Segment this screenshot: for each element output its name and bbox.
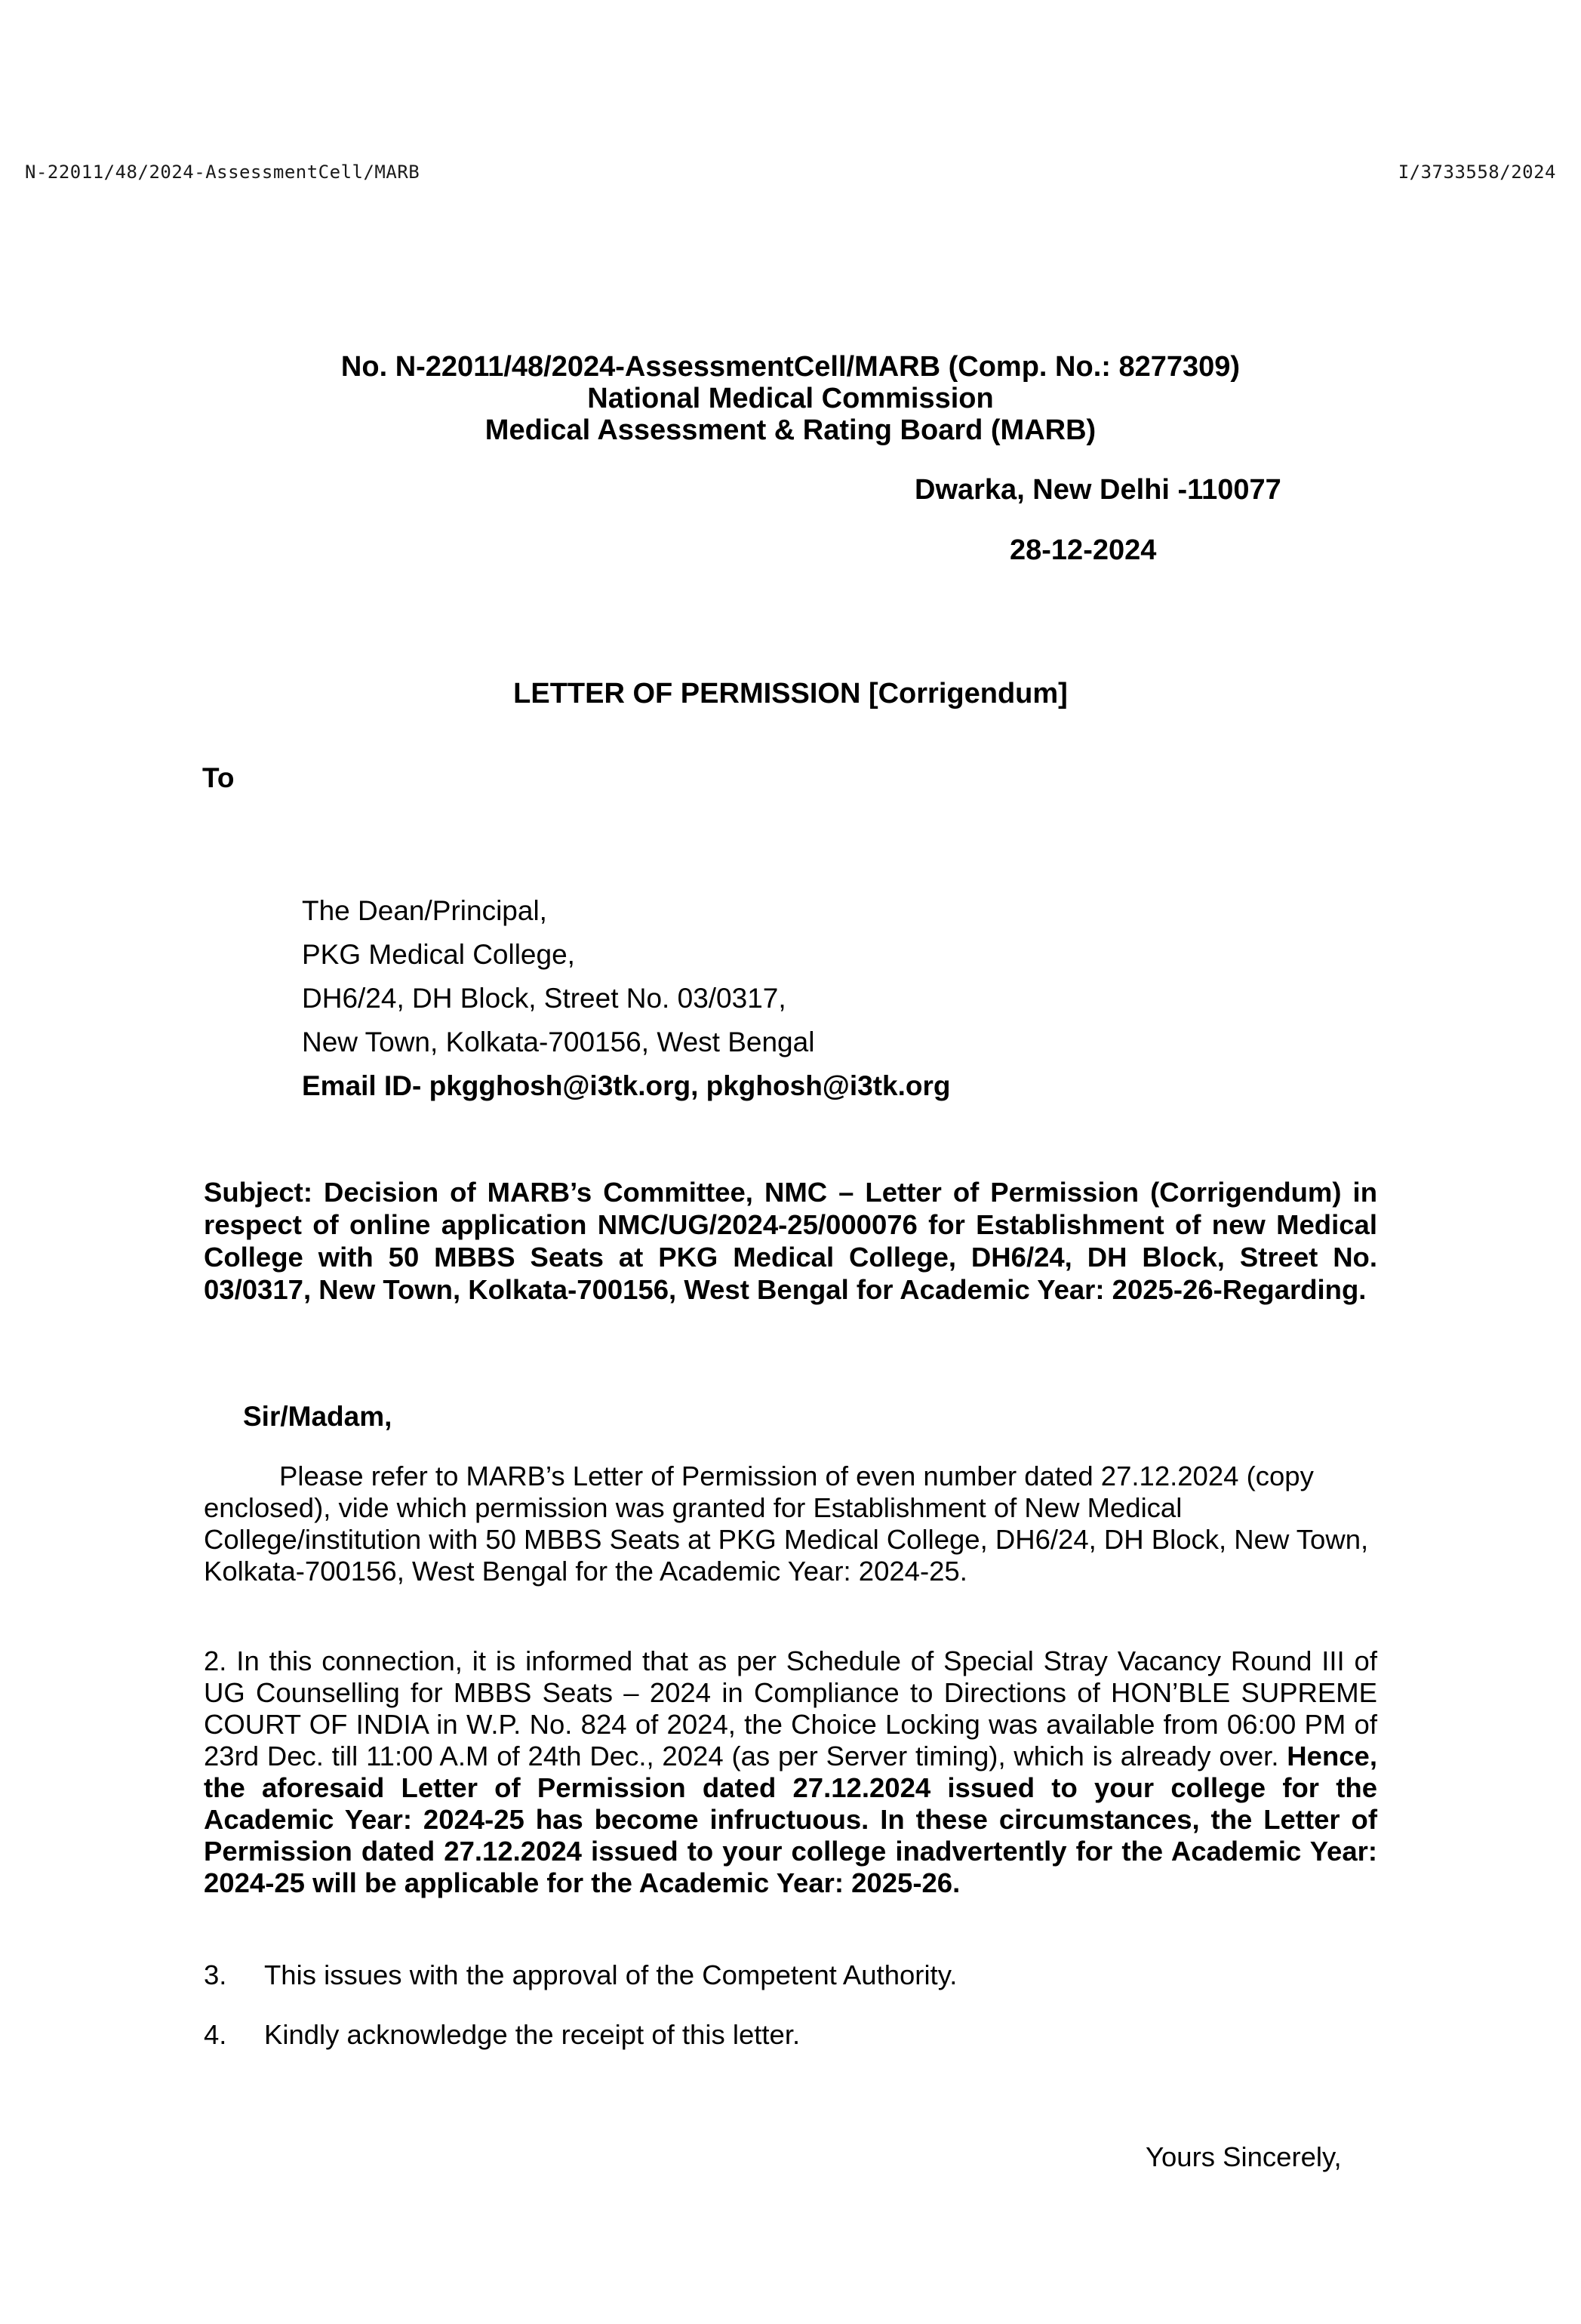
item-3-number: 3. [204,1959,227,1990]
letterhead-block [0,351,1581,446]
item-4-number: 4. [204,2019,227,2050]
salutation: Sir/Madam, [243,1401,392,1432]
body-paragraph-2-regular: 2. In this connection, it is informed that as per Schedule of Special Stray Vacancy Round III of UG Counselling for MBBS Seats – 2024 in Compliance to Directions of HON’BLE SUPREME COURT OF INDIA in W.P. No. 824 of 2024, the Choice Locking was available from 06:00 PM of 23rd Dec. till 11:00 A.M of 24th Dec., 2024 (as per Server timing), which is already over. [204,1645,1377,1771]
recipient-address-block [302,889,1283,1108]
letter-title: LETTER OF PERMISSION [Corrigendum] [513,678,1068,710]
body-item-4 [204,2019,1377,2051]
place-line: Dwarka, New Delhi -110077 [915,474,1281,506]
letterhead-org-line: National Medical Commission [587,383,994,414]
body-item-3 [204,1959,1377,1991]
body-paragraph-2 [204,1645,1377,1899]
item-4-text: Kindly acknowledge the receipt of this letter. [264,2019,801,2050]
recipient-city-line: New Town, Kolkata-700156, West Bengal [302,1027,815,1057]
recipient-email-line: Email ID- pkgghosh@i3tk.org, pkghosh@i3tk.org [302,1070,951,1101]
closing-line: Yours Sincerely, [1146,2141,1342,2172]
to-label: To [202,762,235,793]
document-reference-right: I/3733558/2024 [1398,162,1556,183]
body-paragraph-1: Please refer to MARB’s Letter of Permission of even number dated 27.12.2024 (copy enclosed), vide which permission was granted for Establishment of New Medical College/institution with 50 MBBS Seats at PKG Medical College, DH6/24, DH Block, New Town, Kolkata-700156, West Bengal for the Academic Year: 2024-25. [204,1461,1369,1587]
recipient-street-line: DH6/24, DH Block, Street No. 03/0317, [302,983,786,1014]
file-reference-left: N-22011/48/2024-AssessmentCell/MARB [25,162,420,183]
subject-paragraph: Subject: Decision of MARB’s Committee, NMC – Letter of Permission (Corrigendum) in respect of online application NMC/UG/2024-25/000076 for Establishment of new Medical College with 50 MBBS Seats at PKG Medical College, DH6/24, DH Block, Street No. 03/0317, New Town, Kolkata-700156, West Bengal for Academic Year: 2025-26-Regarding. [204,1177,1377,1305]
recipient-name-line: The Dean/Principal, [302,895,547,926]
recipient-college-line: PKG Medical College, [302,939,575,970]
item-3-text: This issues with the approval of the Competent Authority. [264,1959,958,1990]
letterhead-ref-line: No. N-22011/48/2024-AssessmentCell/MARB (Comp. No.: 8277309) [340,351,1241,383]
letterhead-board-line: Medical Assessment & Rating Board (MARB) [484,414,1097,446]
body-paragraph-2-bold: Hence, the aforesaid Letter of Permission dated 27.12.2024 issued to your college for the Academic Year: 2024-25 has become infructuous. In these circumstances, the Letter of Permission dated 27.12.2024 issued to your college inadvertently for the Academic Year: 2024-25 will be applicable for the Academic Year: 2025-26. [204,1741,1377,1898]
date-line: 28-12-2024 [1010,534,1157,566]
